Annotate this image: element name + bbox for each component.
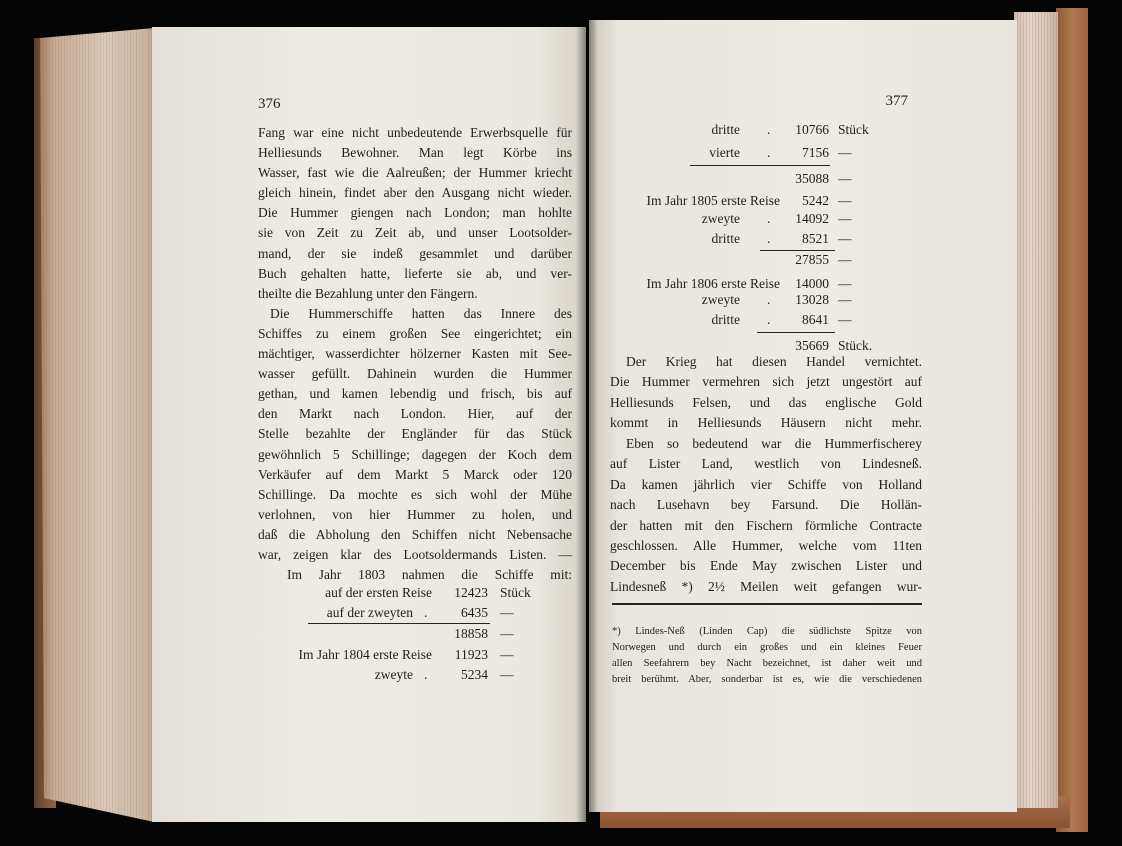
table-value: 14000 — [795, 276, 829, 291]
table-row — [589, 250, 1017, 270]
text-line: mand, der sie indeß gesammlet und darüber — [258, 245, 572, 261]
footnote — [612, 624, 922, 688]
table-unit: — — [500, 626, 514, 641]
table-dot: . — [424, 667, 428, 682]
table-unit: — — [838, 171, 852, 186]
table-unit: — — [838, 145, 852, 160]
table-value: 35088 — [795, 171, 829, 186]
table-unit: — — [500, 605, 514, 620]
left-page-edges — [40, 28, 154, 822]
table-row — [589, 120, 1017, 140]
table-dot: . — [767, 145, 771, 160]
table-row — [589, 191, 1017, 211]
page-number: 376 — [258, 96, 281, 112]
table-label: dritte — [711, 231, 740, 246]
text-line: nach Lusehavn bey Farsund. Die Hollän- — [610, 497, 922, 513]
text-line: gethan, und kamen lebendig und frisch, bis auf — [258, 386, 572, 402]
table-value: 27855 — [795, 252, 829, 267]
table-unit: — — [838, 211, 852, 226]
table-label: auf der zweyten — [326, 605, 413, 620]
table-label: dritte — [711, 312, 740, 327]
table-row — [589, 290, 1017, 310]
table-label: dritte — [711, 122, 740, 137]
left-page-table — [152, 27, 586, 822]
table-dot: . — [767, 231, 771, 246]
text-line: kommt in Helliesunds Häusern nicht mehr. — [610, 415, 922, 431]
text-line: Schillinge. Da mochte es sich wohl der Mühe — [258, 486, 572, 502]
text-line: mächtiger, wasserdichter hölzerner Kasten mit See- — [258, 346, 572, 362]
table-value: 7156 — [802, 145, 829, 160]
table-row — [589, 310, 1017, 330]
text-line: gewöhnlich 5 Schillinge; dagegen der Koch dem — [258, 446, 572, 462]
text-line: gleich hinein, findet aber den Ausgang nicht wieder. — [258, 185, 572, 201]
table-label: zweyte — [701, 292, 740, 307]
table-unit: Stück — [500, 585, 531, 600]
table-unit: Stück — [838, 122, 869, 137]
right-book-cover — [1056, 8, 1088, 832]
text-line: Die Hummerschiffe hatten das Innere des — [270, 305, 572, 321]
table-unit: — — [838, 312, 852, 327]
table-row — [152, 645, 586, 665]
text-line: auf Lister Land, westlich von Lindesneß. — [610, 456, 922, 472]
text-line: Fang war eine nicht unbedeutende Erwerbsquelle für — [258, 125, 572, 140]
table-value: 14092 — [795, 211, 829, 226]
text-line: theilte die Bezahlung unter den Fängern. — [258, 285, 478, 301]
table-value: 13028 — [795, 292, 829, 307]
text-line: Die Hummer vermehren sich jetzt ungestört auf — [610, 374, 922, 390]
table-value: 18858 — [454, 626, 488, 641]
text-line: Eben so bedeutend war die Hummerfischerey — [626, 435, 922, 451]
table-value: 12423 — [454, 585, 488, 600]
table-value: 8641 — [802, 312, 829, 327]
table-unit: — — [838, 292, 852, 307]
table-label: Im Jahr 1806 erste Reise — [646, 276, 780, 291]
table-unit: — — [838, 276, 852, 291]
text-line: Im Jahr 1803 nahmen die Schiffe mit: — [287, 567, 572, 583]
table-label: vierte — [709, 145, 740, 160]
table-value: 5242 — [802, 193, 829, 208]
table-dot: . — [424, 605, 428, 620]
text-line: Buch gehalten hatte, lieferte sie ab, und ver- — [258, 265, 572, 281]
sum-rule — [690, 165, 830, 166]
table-unit: — — [838, 193, 852, 208]
table-row — [152, 603, 586, 623]
table-unit: — — [838, 231, 852, 246]
table-dot: . — [767, 312, 771, 327]
text-line: December bis Ende May zwischen Lister und — [610, 558, 922, 574]
text-line: Wasser, fast wie die Aalreußen; der Hummer kriecht — [258, 165, 572, 181]
book-gutter — [576, 18, 598, 824]
text-line: geschlossen. Alle Hummer, welche vom 11ten — [610, 537, 922, 553]
table-value: 5234 — [461, 667, 488, 682]
footnote-line: breit berühmt. Aber, sonderbar ist es, wie die verschiedenen — [612, 674, 922, 685]
table-dot: . — [767, 292, 771, 307]
table-unit: — — [500, 667, 514, 682]
table-row — [152, 624, 586, 644]
right-page-edges — [1014, 12, 1058, 808]
table-value: 8521 — [802, 231, 829, 246]
table-label: Im Jahr 1805 erste Reise — [646, 193, 780, 208]
footnote-rule — [612, 603, 922, 605]
text-line: daß die Abholung den Schiffen nicht Nebensache — [258, 526, 572, 542]
table-row — [152, 665, 586, 685]
text-line: war, zeigen klar des Lootsoldermands Listen. — — [258, 546, 572, 562]
table-unit: Stück. — [838, 338, 873, 353]
text-line: Da kamen jährlich vier Schiffe von Holland — [610, 476, 922, 492]
footnote-line: allen Seefahrern bey Nacht bezeichnet, ist daher weit und — [612, 658, 922, 669]
text-line: Schiffes zu einem großen See eingerichtet; ein — [258, 325, 572, 341]
text-line: Verkäufer auf dem Markt 5 Marck oder 120 — [258, 466, 572, 482]
right-page-body — [610, 352, 922, 597]
table-value: 35669 — [795, 338, 829, 353]
table-row — [152, 583, 586, 603]
sum-rule — [760, 250, 835, 251]
page-number: 377 — [885, 93, 908, 109]
text-line: Der Krieg hat diesen Handel vernichtet. — [626, 354, 922, 369]
text-line: den Markt nach London. Hier, auf der — [258, 406, 572, 422]
table-label: Im Jahr 1804 erste Reise — [298, 647, 432, 662]
text-line: Helliesunds Felsen, und das englische Gold — [610, 394, 922, 410]
text-line: sie von Zeit zu Zeit ab, und unser Lootsolder- — [258, 225, 572, 241]
text-line: verlohnen, von hier Hummer zu holen, und — [258, 506, 572, 522]
table-value: 6435 — [461, 605, 488, 620]
table-label: zweyte — [374, 667, 413, 682]
table-dot: . — [767, 122, 771, 137]
table-label: auf der ersten Reise — [325, 585, 432, 600]
table-dot: . — [767, 211, 771, 226]
text-line: der hatten mit den Fischern förmliche Contracte — [610, 517, 922, 533]
left-page — [152, 27, 586, 822]
footnote-line: Norwegen und durch ein großes und ein kleines Feuer — [612, 642, 922, 653]
table-row — [589, 209, 1017, 229]
table-value: 10766 — [795, 122, 829, 137]
text-line: Lindesneß *) 2½ Meilen weit gefangen wur- — [610, 578, 922, 594]
footnote-line: *) Lindes-Neß (Linden Cap) die südlichste Spitze von — [612, 626, 922, 637]
table-unit: — — [500, 647, 514, 662]
table-unit: — — [838, 252, 852, 267]
table-row — [589, 143, 1017, 163]
sum-rule — [308, 623, 490, 624]
text-line: Helliesunds Bewohner. Man legt Körbe ins — [258, 145, 572, 161]
table-row — [589, 169, 1017, 189]
table-value: 11923 — [454, 647, 488, 662]
text-line: Die Hummer giengen nach London; man hohlte — [258, 205, 572, 221]
sum-rule — [757, 332, 835, 333]
table-row — [589, 229, 1017, 249]
text-line: Stelle bezahlte der Engländer für das Stück — [258, 426, 572, 442]
right-page — [589, 20, 1017, 812]
table-label: zweyte — [701, 211, 740, 226]
text-line: wasser gefüllt. Dahinein wurden die Hummer — [258, 366, 572, 382]
